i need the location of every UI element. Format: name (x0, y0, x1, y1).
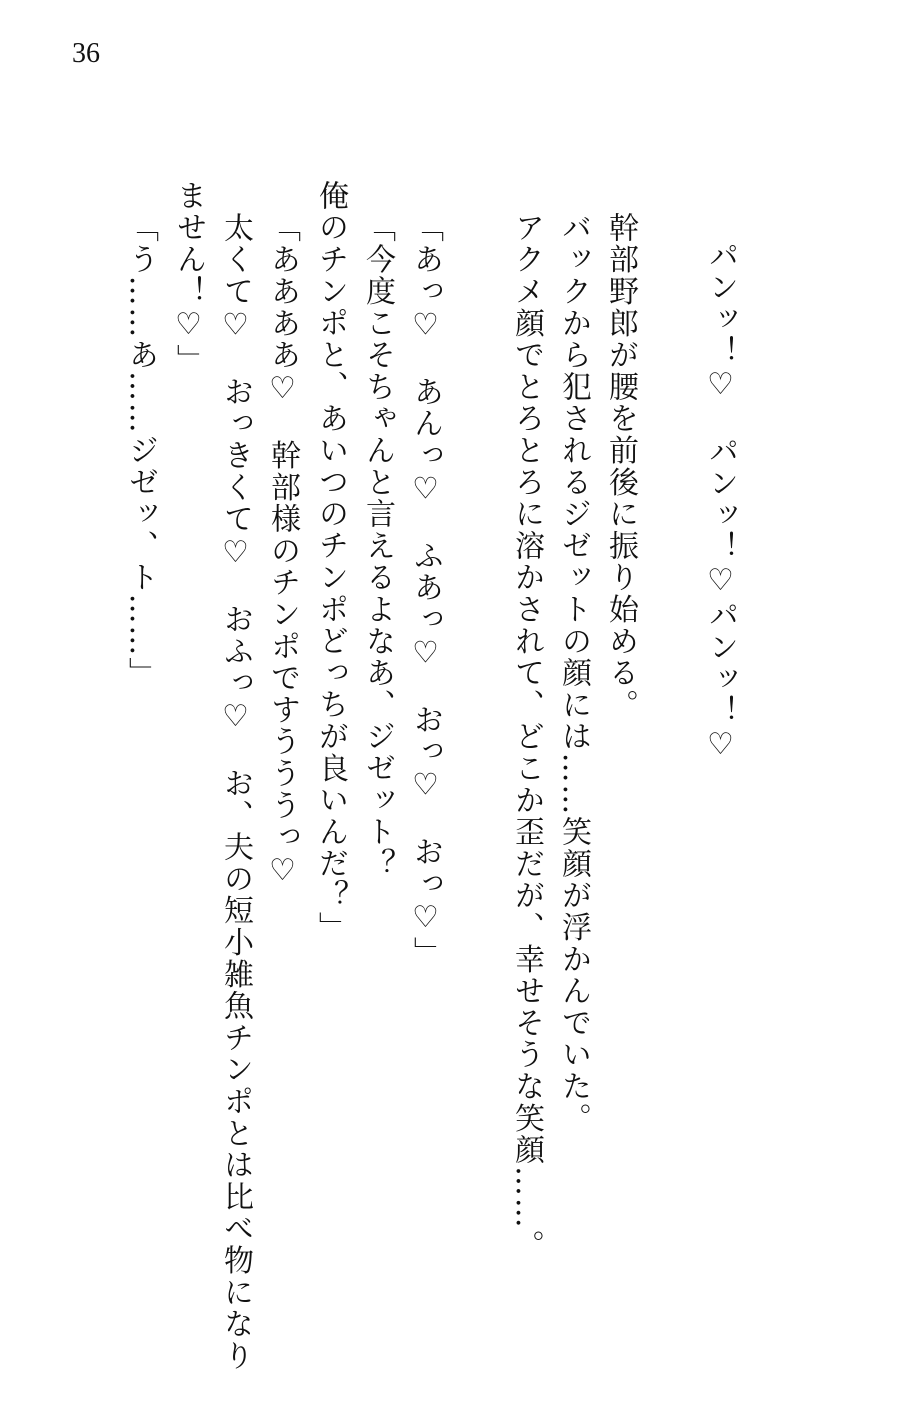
text-line-dialogue: 「ああああ♡ 幹部様のチンポですうううっ♡ (265, 212, 300, 890)
text-line-narration: アクメ顔でとろとろに溶かされて、どこか歪だが、幸せそうな笑顔……。 (509, 212, 544, 1262)
text-line-dialogue: 「う……あ……ジゼッ、ト……」 (123, 212, 158, 689)
text-line-sfx: パンッ！♡ パンッ！♡パンッ！♡ (703, 240, 738, 764)
text-line-narration: 幹部野郎が腰を前後に振り始める。 (603, 212, 638, 721)
text-line-dialogue: 太くて♡ おっきくて♡ おふっ♡ お、夫の短小雑魚チンポとは比べ物になり (218, 212, 253, 1372)
text-line-narration: バックから犯されるジゼットの顔には……笑顔が浮かんでいた。 (556, 212, 591, 1135)
text-line-dialogue: 「今度こそちゃんと言えるよなあ、ジゼット？ (360, 212, 395, 880)
text-line-dialogue: ません！♡」 (171, 180, 206, 376)
page-number: 36 (72, 38, 100, 69)
text-line-dialogue: 「あっ♡ あんっ♡ ふあっ♡ おっ♡ おっ♡」 (408, 212, 443, 969)
text-line-dialogue: 俺のチンポと、あいつのチンポどっちが良いんだ？」 (313, 180, 348, 944)
